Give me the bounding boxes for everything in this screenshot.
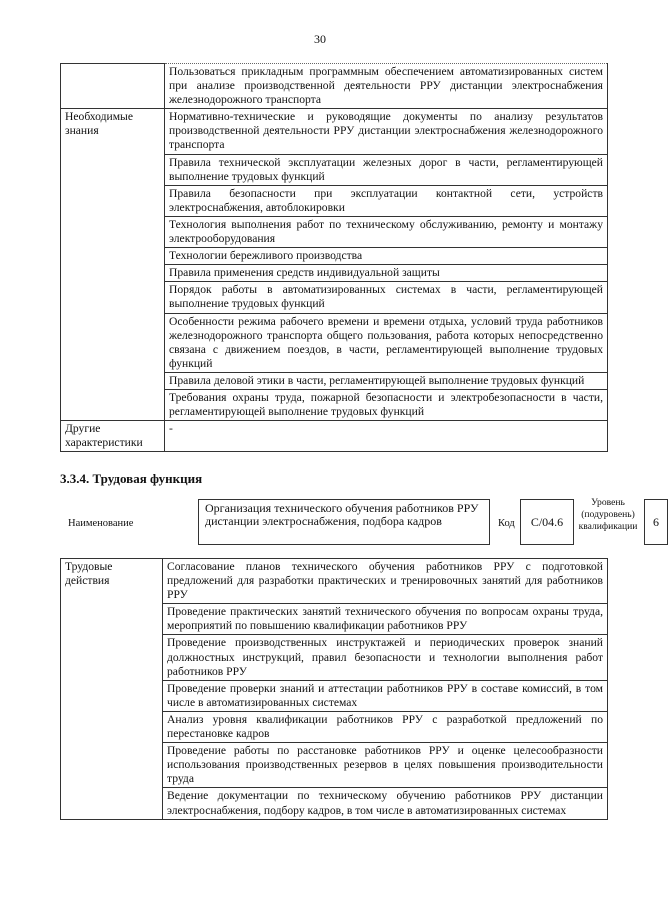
row-text: Правила деловой этики в части, регламентирующей выполнение трудовых функций <box>165 372 608 389</box>
action-text: Проведение практических занятий технического обучения по вопросам охраны труда, мероприятий по повышению квалификации работников РРУ <box>163 604 608 635</box>
level-value: 6 <box>644 499 668 545</box>
row-label <box>61 248 165 265</box>
row-text: Правила применения средств индивидуальной защиты <box>165 265 608 282</box>
row-text: Правила технической эксплуатации железных дорог в части, регламентирующей выполнение трудовых функций <box>165 154 608 185</box>
row-text: Порядок работы в автоматизированных системах в части, регламентирующей выполнение трудовых функций <box>165 282 608 313</box>
row-label <box>61 185 165 216</box>
table-row <box>61 559 608 604</box>
knowledge-table <box>60 63 608 452</box>
code-label: Код <box>498 518 515 529</box>
row-text: - <box>165 421 608 452</box>
table-row <box>61 389 608 420</box>
page-number: 30 <box>314 32 326 46</box>
row-label <box>61 64 165 109</box>
table-row <box>61 185 608 216</box>
table-row <box>61 265 608 282</box>
actions-table <box>60 558 608 820</box>
row-label <box>61 389 165 420</box>
row-label <box>61 282 165 313</box>
table-row <box>61 282 608 313</box>
row-text: Пользоваться прикладным программным обеспечением автоматизированных систем при анализе производственной деятельности РРУ дистанции электроснабжения железнодорожного транспорта <box>165 64 608 109</box>
action-text: Анализ уровня квалификации работников РРУ с разработкой предложений по перестановке кадров <box>163 711 608 742</box>
row-label <box>61 313 165 372</box>
table-row <box>61 248 608 265</box>
name-label: Наименование <box>68 518 134 529</box>
code-value: C/04.6 <box>520 499 574 545</box>
row-label <box>61 265 165 282</box>
table-row <box>61 216 608 247</box>
row-text: Правила безопасности при эксплуатации контактной сети, устройств электроснабжения, автоблокировки <box>165 185 608 216</box>
row-text: Особенности режима рабочего времени и времени отдыха, условий труда работников железнодорожного транспорта общего пользования, работа которых непосредственно связана с движением поездов, в части, регламентирующей выполнение трудовых функций <box>165 313 608 372</box>
row-text: Технологии бережливого производства <box>165 248 608 265</box>
table-row <box>61 372 608 389</box>
table-row <box>61 64 608 109</box>
table-row <box>61 154 608 185</box>
table-row <box>61 313 608 372</box>
row-text: Нормативно-технические и руководящие документы по анализу результатов производственной деятельности РРУ дистанции электроснабжения железнодорожного транспорта <box>165 109 608 154</box>
action-text: Согласование планов технического обучения работников РРУ с подготовкой предложений для разработки практических и тренировочных занятий для работников РРУ <box>163 559 608 604</box>
row-label <box>61 216 165 247</box>
row-text: Требования охраны труда, пожарной безопасности и электробезопасности в части, регламентирующей выполнение трудовых функций <box>165 389 608 420</box>
section-title: 3.3.4. Трудовая функция <box>60 471 203 486</box>
action-text: Ведение документации по техническому обучению работников РРУ дистанции электроснабжения, подбору кадров, в том числе в автоматизированных системах <box>163 788 608 819</box>
action-text: Проведение проверки знаний и аттестации работников РРУ в составе комиссий, в том числе в автоматизированных системах <box>163 680 608 711</box>
row-label-knowledge: Необходимые знания <box>61 109 165 154</box>
function-header <box>60 497 659 549</box>
row-label <box>61 154 165 185</box>
action-text: Проведение производственных инструктажей и периодических проверок знаний должностных инструкций, правил безопасности и технологии выполнения работ работников РРУ <box>163 635 608 680</box>
row-label <box>61 372 165 389</box>
level-label: Уровень (подуровень) квалификации <box>578 497 638 532</box>
row-label-other: Другие характеристики <box>61 421 165 452</box>
name-value: Организация технического обучения работников РРУ дистанции электроснабжения, подбора кадров <box>198 499 490 545</box>
table-row <box>61 421 608 452</box>
action-text: Проведение работы по расстановке работников РРУ и оценке целесообразности использования производственных резервов в целях повышения производительности труда <box>163 743 608 788</box>
actions-label: Трудовые действия <box>61 559 163 820</box>
row-text: Технология выполнения работ по техническому обслуживанию, ремонту и монтажу электрооборудования <box>165 216 608 247</box>
table-row <box>61 109 608 154</box>
